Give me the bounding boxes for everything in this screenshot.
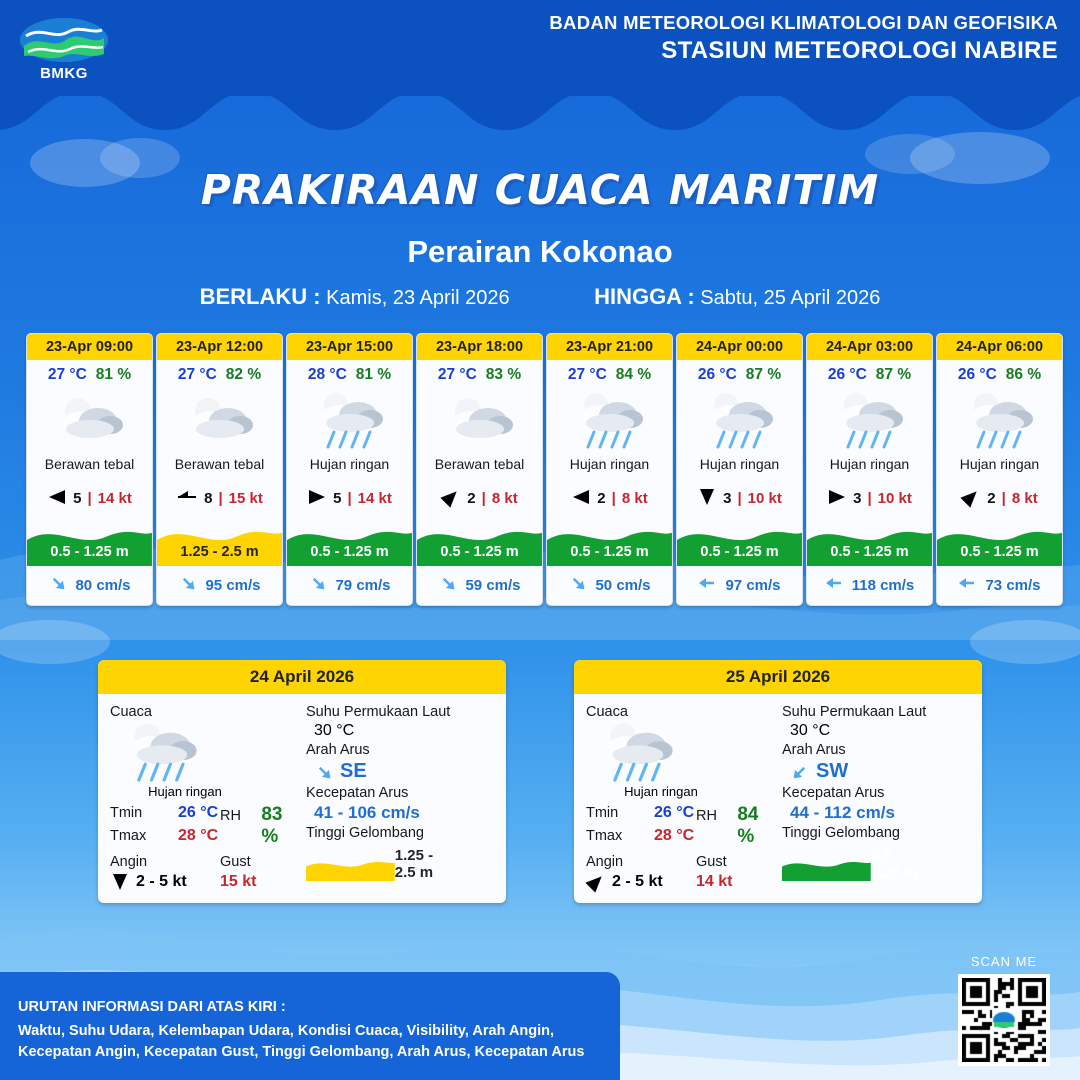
agency-line-1: BADAN METEOROLOGI KLIMATOLOGI DAN GEOFISIKA xyxy=(549,12,1058,33)
agency-header xyxy=(549,12,1058,65)
arah-arus-label: Arah Arus xyxy=(782,742,846,758)
hourly-forecast-card xyxy=(156,333,283,606)
wind-speed: 8 xyxy=(204,490,213,507)
cuaca-label: Cuaca xyxy=(110,704,152,720)
air-temperature: 26 °C xyxy=(827,366,867,383)
wind-row xyxy=(417,476,542,521)
period-to-value: Sabtu, 25 April 2026 xyxy=(700,287,881,309)
forecast-time: 23-Apr 21:00 xyxy=(547,334,672,360)
current-direction-icon xyxy=(958,573,978,593)
arah-arus-value: SW xyxy=(816,760,849,782)
humidity: 87 % xyxy=(745,366,782,383)
wind-direction-icon xyxy=(698,487,716,507)
wind-row xyxy=(807,476,932,521)
weather-condition: Hujan ringan xyxy=(309,456,390,472)
wind-speed: 5 xyxy=(73,490,82,507)
cloudy-icon xyxy=(182,391,258,449)
daily-date: 24 April 2026 xyxy=(98,660,506,694)
sst-value: 30 °C xyxy=(790,722,831,739)
sst-label: Suhu Permukaan Laut xyxy=(782,704,927,720)
rain-icon xyxy=(596,717,680,786)
period-from-label: BERLAKU : xyxy=(199,284,321,309)
rain-icon xyxy=(570,387,650,453)
wind-speed: 2 xyxy=(467,490,476,507)
current-direction-icon xyxy=(310,757,338,785)
air-temperature: 27 °C xyxy=(47,366,87,383)
current-direction-icon xyxy=(434,569,462,597)
wind-speed: 2 xyxy=(987,490,996,507)
wave-height-value: 0.5 - 1.25 m xyxy=(570,544,649,560)
current-row xyxy=(287,567,412,605)
cuaca-label: Cuaca xyxy=(586,704,628,720)
gust-value-row xyxy=(220,873,302,891)
wave-height-graphic xyxy=(306,856,395,881)
wave-height xyxy=(937,521,1062,567)
tinggi-gelombang-label: Tinggi Gelombang xyxy=(782,825,900,841)
humidity: 83 % xyxy=(485,366,522,383)
hourly-forecast-row xyxy=(26,333,1065,606)
wind-separator: | xyxy=(867,490,872,507)
current-row xyxy=(547,567,672,605)
page-subtitle: Perairan Kokonao xyxy=(407,234,673,269)
angin-value: 2 - 5 kt xyxy=(612,873,663,890)
wind-gust: 14 kt xyxy=(357,490,392,507)
tmin-value: 26 °C xyxy=(178,804,219,821)
sst-label: Suhu Permukaan Laut xyxy=(306,704,451,720)
daily-forecast-panel xyxy=(574,660,982,903)
kecepatan-arus-value: 44 - 112 cm/s xyxy=(790,803,895,822)
legend-line-1: Waktu, Suhu Udara, Kelembapan Udara, Kondisi Cuaca, Visibility, Arah Angin, xyxy=(18,1022,555,1039)
rh-label: RH xyxy=(696,808,717,824)
arah-arus-value: SE xyxy=(340,760,367,782)
current-speed: 73 cm/s xyxy=(985,576,1041,594)
gust-value-row xyxy=(696,873,778,891)
wind-speed: 2 xyxy=(597,490,606,507)
forecast-time: 23-Apr 12:00 xyxy=(157,334,282,360)
wind-direction-icon xyxy=(111,872,129,892)
period-to-label: HINGGA : xyxy=(594,284,695,309)
daily-forecast-panel xyxy=(98,660,506,903)
humidity: 81 % xyxy=(355,366,392,383)
weather-icon-box xyxy=(547,384,672,456)
sst-value: 30 °C xyxy=(314,722,355,739)
current-direction-icon xyxy=(304,569,332,597)
weather-icon-box xyxy=(157,384,282,456)
wind-separator: | xyxy=(1001,490,1006,507)
wave-height-value: 0.5 - 1.25 m xyxy=(310,544,389,560)
tinggi-gelombang-label: Tinggi Gelombang xyxy=(306,825,424,841)
humidity: 87 % xyxy=(875,366,912,383)
weather-condition: Hujan ringan xyxy=(699,456,780,472)
wind-speed: 5 xyxy=(333,490,342,507)
cloudy-icon xyxy=(52,391,128,449)
air-temperature: 27 °C xyxy=(567,366,607,383)
period-from xyxy=(200,284,510,310)
wind-separator: | xyxy=(737,490,742,507)
current-speed: 95 cm/s xyxy=(205,576,261,594)
current-row xyxy=(157,567,282,605)
rain-icon xyxy=(960,387,1040,453)
tmin-value: 26 °C xyxy=(654,804,695,821)
weather-condition: Hujan ringan xyxy=(569,456,650,472)
wind-gust: 8 kt xyxy=(621,490,648,507)
wind-row xyxy=(287,476,412,521)
daily-weather-icon-box xyxy=(110,720,302,784)
wind-separator: | xyxy=(481,490,486,507)
cloudy-icon xyxy=(442,391,518,449)
bmkg-logo-label: BMKG xyxy=(40,65,88,82)
wave-height-value: 0.5 - 1.25 m xyxy=(830,544,909,560)
wind-gust: 8 kt xyxy=(1011,490,1038,507)
daily-wave-height xyxy=(306,847,446,887)
humidity: 82 % xyxy=(225,366,262,383)
footer-legend xyxy=(18,997,584,1064)
current-direction-icon xyxy=(564,569,592,597)
current-speed: 79 cm/s xyxy=(335,576,391,594)
wave-height xyxy=(27,521,152,567)
hourly-forecast-card xyxy=(806,333,933,606)
wave-height xyxy=(807,521,932,567)
current-direction-icon xyxy=(698,573,718,593)
gust-label: Gust xyxy=(696,854,727,870)
wave-height xyxy=(417,521,542,567)
current-speed: 97 cm/s xyxy=(725,576,781,594)
wave-height-value: 0.5 - 1.25 m xyxy=(440,544,519,560)
weather-icon-box xyxy=(27,384,152,456)
legend-title: URUTAN INFORMASI DARI ATAS KIRI : xyxy=(18,998,286,1015)
wind-direction-icon xyxy=(47,488,67,506)
current-direction-icon xyxy=(174,569,202,597)
gust-label: Gust xyxy=(220,854,251,870)
qr-code[interactable] xyxy=(958,974,1050,1066)
daily-wave-height xyxy=(782,847,922,887)
daily-wind-row xyxy=(586,873,696,891)
forecast-time: 24-Apr 03:00 xyxy=(807,334,932,360)
daily-forecast-row xyxy=(98,660,982,903)
wind-direction-icon xyxy=(307,488,327,506)
wave-height xyxy=(677,521,802,567)
gust-value: 14 kt xyxy=(696,873,733,890)
forecast-time: 23-Apr 09:00 xyxy=(27,334,152,360)
arah-arus-label: Arah Arus xyxy=(306,742,370,758)
daily-weather-icon-box xyxy=(586,720,778,784)
hourly-forecast-card xyxy=(26,333,153,606)
wind-gust: 15 kt xyxy=(228,490,263,507)
wave-height-value: 1.25 - 2.5 m xyxy=(180,544,259,560)
daily-wave-value: 1.25 - 2.5 m xyxy=(394,847,434,881)
legend-line-2: Kecepatan Angin, Kecepatan Gust, Tinggi Gelombang, Arah Arus, Kecepatan Arus xyxy=(18,1044,585,1061)
bmkg-logo xyxy=(18,16,110,82)
rain-icon xyxy=(310,387,390,453)
current-row xyxy=(27,567,152,605)
humidity: 86 % xyxy=(1005,366,1042,383)
scan-me-label: SCAN ME xyxy=(970,954,1038,969)
current-row xyxy=(417,567,542,605)
wind-direction-icon xyxy=(176,488,198,506)
humidity: 84 % xyxy=(615,366,652,383)
daily-date: 25 April 2026 xyxy=(574,660,982,694)
wind-row xyxy=(677,476,802,521)
current-speed: 59 cm/s xyxy=(465,576,521,594)
daily-wind-row xyxy=(110,873,220,891)
weather-icon-box xyxy=(287,384,412,456)
rain-icon xyxy=(120,717,204,786)
rh-value: 83 % xyxy=(261,804,283,847)
wind-direction-icon xyxy=(438,484,465,511)
rh-label: RH xyxy=(220,808,241,824)
daily-condition: Hujan ringan xyxy=(624,784,698,799)
angin-value: 2 - 5 kt xyxy=(136,873,187,890)
wind-row xyxy=(27,476,152,521)
wind-gust: 14 kt xyxy=(97,490,132,507)
air-temperature: 28 °C xyxy=(307,366,347,383)
tmin-label: Tmin xyxy=(110,805,143,821)
wind-separator: | xyxy=(87,490,92,507)
hourly-forecast-card xyxy=(286,333,413,606)
tmax-label: Tmax xyxy=(110,828,147,844)
wave-height-graphic xyxy=(782,856,871,881)
weather-icon-box xyxy=(807,384,932,456)
period-to xyxy=(594,284,880,310)
weather-condition: Hujan ringan xyxy=(959,456,1040,472)
weather-condition: Berawan tebal xyxy=(174,456,265,472)
humidity: 81 % xyxy=(95,366,132,383)
hourly-forecast-card xyxy=(416,333,543,606)
kecepatan-arus-label: Kecepatan Arus xyxy=(306,785,409,801)
wind-gust: 8 kt xyxy=(491,490,518,507)
wind-separator: | xyxy=(218,490,223,507)
hourly-forecast-card xyxy=(676,333,803,606)
wind-gust: 10 kt xyxy=(877,490,912,507)
wave-height xyxy=(547,521,672,567)
wave-height xyxy=(287,521,412,567)
current-speed: 80 cm/s xyxy=(75,576,131,594)
weather-condition: Berawan tebal xyxy=(434,456,525,472)
current-direction-icon xyxy=(786,757,814,785)
daily-condition: Hujan ringan xyxy=(148,784,222,799)
wave-height-value: 0.5 - 1.25 m xyxy=(700,544,779,560)
weather-icon-box xyxy=(417,384,542,456)
current-row xyxy=(677,567,802,605)
wind-row xyxy=(937,476,1062,521)
wave-height-value: 0.5 - 1.25 m xyxy=(50,544,129,560)
wave-height xyxy=(157,521,282,567)
agency-line-2: STASIUN METEOROLOGI NABIRE xyxy=(661,37,1058,64)
forecast-time: 23-Apr 15:00 xyxy=(287,334,412,360)
current-row xyxy=(937,567,1062,605)
air-temperature: 26 °C xyxy=(697,366,737,383)
rain-icon xyxy=(700,387,780,453)
scan-me-block xyxy=(946,954,1062,1066)
wind-separator: | xyxy=(347,490,352,507)
wind-direction-icon xyxy=(958,484,985,511)
current-direction-icon xyxy=(825,573,845,593)
angin-label: Angin xyxy=(110,854,148,870)
wind-speed: 3 xyxy=(853,490,862,507)
tmin-label: Tmin xyxy=(586,805,619,821)
validity-period xyxy=(0,284,1080,310)
weather-icon-box xyxy=(937,384,1062,456)
wind-row xyxy=(547,476,672,521)
wind-speed: 3 xyxy=(723,490,732,507)
current-direction-icon xyxy=(44,569,72,597)
weather-condition: Berawan tebal xyxy=(44,456,135,472)
page-title: PRAKIRAAN CUACA MARITIM xyxy=(200,166,880,214)
weather-icon-box xyxy=(677,384,802,456)
wind-direction-icon xyxy=(827,488,847,506)
gust-value: 15 kt xyxy=(220,873,257,890)
current-row xyxy=(807,567,932,605)
wind-direction-icon xyxy=(583,869,610,896)
rh-value: 84 % xyxy=(737,804,759,847)
air-temperature: 26 °C xyxy=(957,366,997,383)
wind-direction-icon xyxy=(571,488,591,506)
air-temperature: 27 °C xyxy=(177,366,217,383)
period-from-value: Kamis, 23 April 2026 xyxy=(326,287,510,309)
current-speed: 118 cm/s xyxy=(851,576,915,594)
rain-icon xyxy=(830,387,910,453)
weather-condition: Hujan ringan xyxy=(829,456,910,472)
wave-height-value: 0.5 - 1.25 m xyxy=(960,544,1039,560)
forecast-time: 24-Apr 00:00 xyxy=(677,334,802,360)
kecepatan-arus-value: 41 - 106 cm/s xyxy=(314,803,420,822)
tmax-value: 28 °C xyxy=(178,827,219,844)
forecast-time: 23-Apr 18:00 xyxy=(417,334,542,360)
tmax-label: Tmax xyxy=(586,828,623,844)
daily-wave-value: 0.5 - 1.25 m xyxy=(870,847,918,881)
angin-label: Angin xyxy=(586,854,624,870)
wind-row xyxy=(157,476,282,521)
current-speed: 50 cm/s xyxy=(595,576,651,594)
hourly-forecast-card xyxy=(936,333,1063,606)
air-temperature: 27 °C xyxy=(437,366,477,383)
bmkg-logo-icon xyxy=(18,16,110,64)
kecepatan-arus-label: Kecepatan Arus xyxy=(782,785,885,801)
hourly-forecast-card xyxy=(546,333,673,606)
tmax-value: 28 °C xyxy=(654,827,695,844)
forecast-time: 24-Apr 06:00 xyxy=(937,334,1062,360)
wind-separator: | xyxy=(611,490,616,507)
wind-gust: 10 kt xyxy=(747,490,782,507)
